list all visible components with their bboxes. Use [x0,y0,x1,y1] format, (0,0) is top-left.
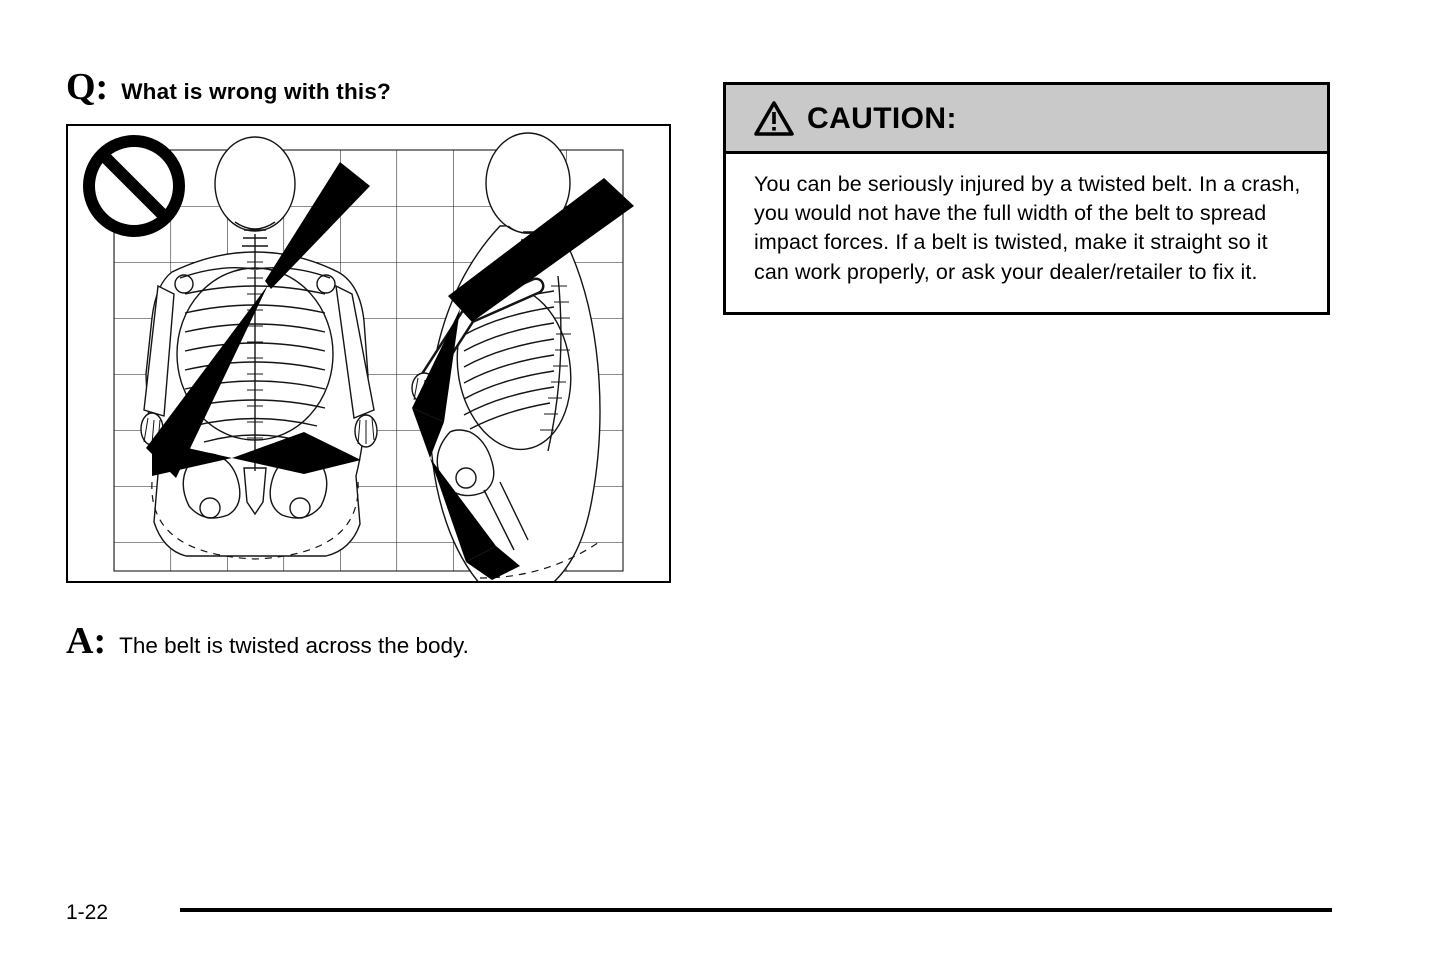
caution-header [726,85,1327,154]
question-prefix: Q: [66,66,109,108]
caution-title: CAUTION: [807,102,957,135]
answer-line [66,622,469,660]
illustration-svg [68,126,669,581]
answer-text: The belt is twisted across the body. [119,633,469,658]
belt-twist-illustration [66,124,671,583]
answer-prefix: A: [66,620,107,662]
caution-body-text: You can be seriously injured by a twisted belt. In a crash, you would not have the full width of the belt to spread impact forces. If a belt is twisted, make it straight so it can work properly, or ask your dealer/retailer to fix it. [754,172,1301,284]
page-number: 1-22 [66,901,109,924]
footer-rule [180,908,1332,912]
question-line [66,68,391,106]
question-text: What is wrong with this? [121,79,391,104]
warning-triangle-icon [754,101,794,137]
no-symbol-icon [89,141,179,231]
caution-box [723,82,1330,315]
